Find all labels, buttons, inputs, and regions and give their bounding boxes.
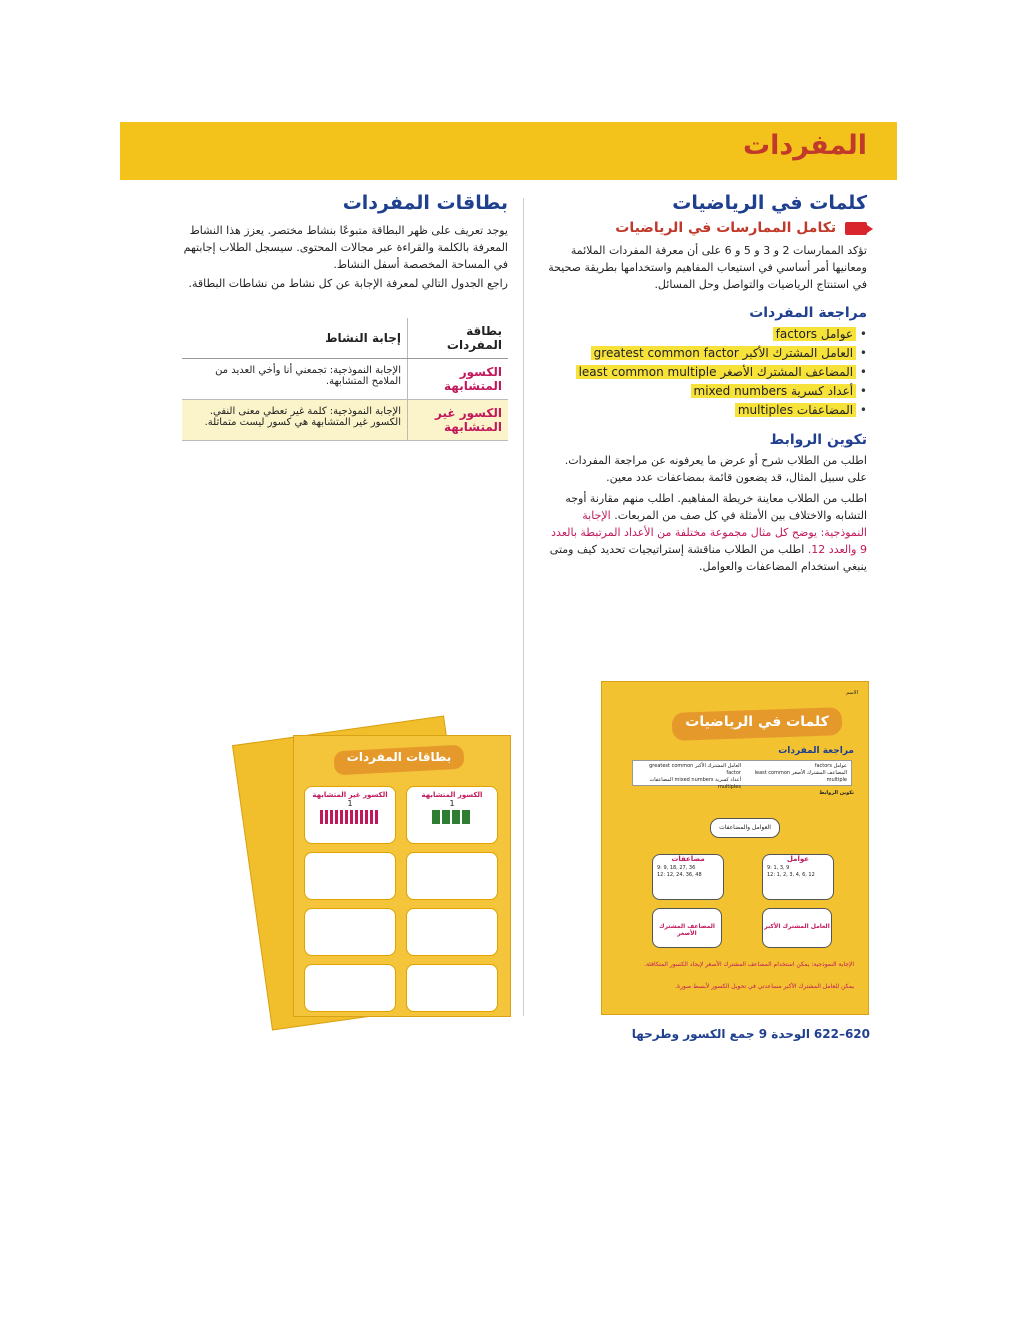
vocab-cards-image — [243, 695, 513, 1015]
poster-review-item — [743, 763, 847, 770]
vocab-ar: أعداد كسرية — [790, 384, 854, 398]
vocab-cards-section — [182, 192, 508, 441]
review-heading: مراجعة المفردات — [749, 305, 867, 321]
poster-value: 12: 12, 24, 36, 48 — [657, 872, 702, 878]
math-words-heading: كلمات في الرياضيات — [672, 192, 867, 214]
page-footer — [632, 1027, 870, 1041]
poster-review-col-left — [637, 763, 741, 791]
poster-review-col-right — [743, 763, 847, 784]
card-box — [304, 964, 396, 1012]
card-number: 1 — [449, 799, 455, 808]
poster-multiples-values — [653, 863, 723, 881]
poster-factors-label: عوامل — [786, 855, 810, 863]
col-answer-header: إجابة النشاط — [182, 318, 408, 359]
practice-heading — [542, 220, 867, 236]
poster-factors-box — [762, 854, 834, 900]
connect-answer: الإجابة النموذجية: يوضح كل مثال مجموعة مختلفة من الأعداد المرتبطة بالعدد 9 والعدد 12. — [551, 509, 867, 556]
unit-banner — [120, 122, 897, 180]
connect-p1: اطلب من الطلاب شرح أو عرض ما يعرفونه عن مراجعة المفردات. على سبيل المثال، قد يضعون قائمة بمضاعفات عدد معين. — [564, 454, 867, 484]
card-box — [406, 786, 498, 844]
poster-gcf-box: العامل المشترك الأكبر — [762, 908, 832, 948]
vocab-ar: المضاعف المشترك الأصغر — [720, 365, 854, 379]
poster-review-en: multiples — [717, 784, 741, 790]
table-row — [182, 400, 508, 441]
poster-review-ar: أعداد كسرية — [715, 777, 741, 783]
poster-value: 9: 9, 18, 27, 36 — [657, 865, 696, 871]
table-term: الكسور المتشابهة — [408, 359, 509, 400]
poster-value: 9: 1, 3, 9 — [767, 865, 790, 871]
poster-center-box: العوامل والمضاعفات — [710, 818, 780, 838]
table-header-row — [182, 318, 508, 359]
poster-title: كلمات في الرياضيات — [685, 714, 829, 730]
vocab-en: factors — [775, 327, 818, 341]
math-words-poster — [601, 681, 869, 1015]
poster-review-item — [637, 777, 741, 791]
poster-connect-heading: تكوين الروابط — [819, 790, 854, 796]
card-box — [406, 852, 498, 900]
poster-review-en: least common multiple — [754, 770, 847, 783]
card-number: 1 — [347, 799, 353, 808]
poster-review-ar: المضاعفات — [649, 777, 673, 783]
fraction-bar — [320, 810, 380, 824]
card-box — [304, 786, 396, 844]
cards-sheet-title: بطاقات المفردات — [346, 750, 452, 764]
vocab-en: least common multiple — [578, 365, 717, 379]
answer-table — [182, 318, 508, 441]
poster-review-item — [743, 770, 847, 784]
vocab-item — [542, 325, 867, 344]
poster-name-label: الاسم — [846, 690, 858, 696]
poster-review-ar: العامل المشترك الأكبر — [694, 763, 741, 769]
cards-intro2: راجع الجدول التالي لمعرفة الإجابة عن كل نشاط من نشاطات البطاقة. — [188, 277, 508, 290]
vocab-item — [542, 382, 867, 401]
connect-p2-start: اطلب من الطلاب معاينة خريطة المفاهيم. اطلب منهم مقارنة أوجه التشابه والاختلاف بين الأمثلة في كل صف من المربعات. — [565, 492, 867, 522]
table-row — [182, 359, 508, 400]
poster-value: 12: 1, 2, 3, 4, 6, 12 — [767, 872, 815, 878]
practice-tag-icon — [845, 222, 867, 235]
card-sheet-front — [293, 735, 511, 1017]
poster-review-en: mixed numbers — [674, 777, 714, 783]
vocab-en: greatest common factor — [593, 346, 739, 360]
col-card-header: بطاقة المفردات — [408, 318, 509, 359]
vocab-ar: المضاعفات — [796, 403, 854, 417]
vocab-en: multiples — [737, 403, 794, 417]
vocab-ar: عوامل — [820, 327, 854, 341]
poster-review-ar: عوامل — [833, 763, 847, 769]
column-divider — [523, 198, 524, 1016]
card-box — [406, 908, 498, 956]
vocab-en: mixed numbers — [693, 384, 788, 398]
fraction-bar — [432, 810, 472, 824]
connect-p2 — [542, 490, 867, 575]
vocab-ar: العامل المشترك الأكبر — [742, 346, 854, 360]
card-box — [406, 964, 498, 1012]
poster-review-box — [632, 760, 852, 790]
table-term: الكسور غير المتشابهة — [408, 400, 509, 441]
footer-pages: 620–622 — [813, 1027, 870, 1041]
card-label: الكسور المتشابهة — [421, 791, 483, 799]
poster-factors-values — [763, 863, 833, 881]
practice-heading-text: تكامل الممارسات في الرياضيات — [615, 220, 837, 236]
vocab-item — [542, 363, 867, 382]
poster-answer1: الإجابة النموذجية: يمكن استخدام المضاعف المشترك الأصغر لإيجاد الكسور المتكافئة. — [644, 961, 854, 968]
poster-review-en: factors — [814, 763, 832, 769]
poster-review-en: greatest common factor — [649, 763, 741, 776]
banner-title: المفردات — [743, 130, 867, 161]
card-box — [304, 908, 396, 956]
poster-review-item — [637, 763, 741, 777]
footer-unit: الوحدة 9 جمع الكسور وطرحها — [631, 1027, 811, 1041]
vocab-list — [542, 325, 867, 420]
poster-answer2: يمكن للعامل المشترك الأكبر مساعدتي في تحويل الكسور لأبسط صورة. — [675, 983, 854, 990]
card-label: الكسور غير المتشابهة — [312, 791, 388, 799]
card-box — [304, 852, 396, 900]
cards-intro: يوجد تعريف على ظهر البطاقة متبوعًا بنشاط مختصر. يعزز هذا النشاط المعرفة بالكلمة والقراءة عبر مجالات المحتوى. سيسجل الطلاب إجابتهم في المساحة المخصصة أسفل النشاط. — [183, 224, 508, 271]
vocab-item — [542, 344, 867, 363]
poster-multiples-label: مضاعفات — [671, 855, 705, 863]
practice-text: تؤكد الممارسات 2 و 3 و 5 و 6 على أن معرفة المفردات الملائمة ومعانيها أمر أساسي في استيعاب المفاهيم واستخدامها بطريقة صحيحة في استنتاج الرياضيات والتواصل وحل المسائل. — [548, 244, 867, 291]
poster-review-heading: مراجعة المفردات — [778, 746, 854, 756]
poster-multiples-box — [652, 854, 724, 900]
vocab-item — [542, 401, 867, 420]
vocab-cards-heading: بطاقات المفردات — [342, 192, 508, 214]
poster-review-ar: المضاعف المشترك الأصغر — [791, 770, 847, 776]
table-answer: الإجابة النموذجية: كلمة غير تعطي معنى النفي. الكسور غير المتشابهة هي كسور ليست متماثلة. — [182, 400, 408, 441]
connect-heading: تكوين الروابط — [769, 432, 867, 448]
math-words-section — [542, 192, 867, 575]
poster-lcm-box: المضاعف المشترك الأصغر — [652, 908, 722, 948]
table-answer: الإجابة النموذجية: تجمعني أنا وأخي العديد من الملامح المتشابهة. — [182, 359, 408, 400]
connect-p2-end: اطلب من الطلاب مناقشة إستراتيجيات تحديد كيف ومتى ينبغي استخدام المضاعفات والعوامل. — [549, 543, 867, 573]
